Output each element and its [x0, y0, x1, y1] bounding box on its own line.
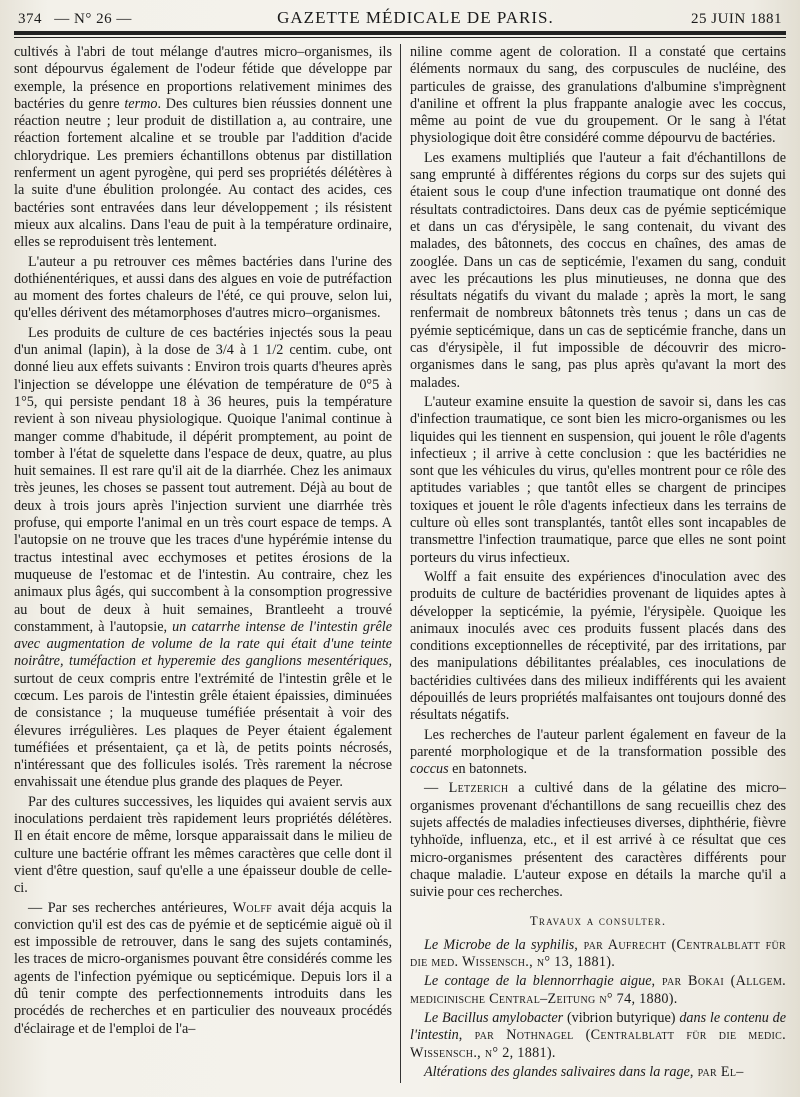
page-header: [14, 8, 786, 31]
paragraph: L'auteur a pu retrouver ces mêmes bactéries dans l'urine des dothiénentériques, et aussi dans des algues en voie de putréfaction au moment des fortes chaleurs de l'été, ce qui prouve, selon lui, qu'elles dérivent des métamorphoses d'autres micro–organismes.: [14, 253, 392, 322]
header-rule-thick: [14, 31, 786, 35]
paragraph: cultivés à l'abri de tout mélange d'autres micro–organismes, ils sont dépourvus également de l'odeur fétide que développe par exemple, la présence en proportions relativement minimes des bactéries du genre termo. Des cultures bien réussies donnent une réaction neutre ; leur produit de distillation a, au contraire, une réaction fortement alcaline et se trouble par l'addition d'acide chlorydrique. Les premiers échantillons obtenus par distillation renferment un agent pyrogène, qui perd ses propriétés délétères à la suite d'une ébulition prolongée. Au contact des acides, ces bactéries sont entravées dans leur développement ; ils résistent mieux aux alcalins. Dans l'eau de puit à la température ordinaire, elles se reproduisent très lentement.: [14, 44, 393, 251]
paragraph: Par des cultures successives, les liquides qui avaient servis aux inoculations perdaient très rapidement leurs propriétés délétères. Il en était encore de même, lorsque apparaissait dans le milieu de culture une bactérie offrant les mêmes caractères que celle dont il vient d'être question, sauf qu'elle a une épaisseur double de celle-ci.: [14, 793, 392, 897]
journal-title: GAZETTE MÉDICALE DE PARIS.: [277, 8, 554, 27]
reference-item: Le contage de la blennorrhagie aigue, par Bokai (Allgem. medicinische Central–Zeitung n° 74, 1880).: [410, 973, 786, 1007]
paragraph: Wolff a fait ensuite des expériences d'inoculation avec des produits de culture de bactéridies provenant de liquides aptes à développer la septicémie, la pyémie, l'érysipèle. Quoique les animaux inoculés avec ces produits fussent placés dans des conditions exceptionnelles de réceptivité, par des irritations, par des manipulations débilitantes préalables, ces inoculations de bactéridies cultivées dans des milieux indifférents qui les avaient dépouillés de leurs propriétés malfaisantes ont toujours donné des résultats négatifs.: [410, 568, 786, 724]
paragraph: Les examens multipliés que l'auteur a fait d'échantillons de sang emprunté à différentes régions du corps sur des sujets qui étaient sous le coup d'une infection traumatique ont donné des résultats contradictoires. Dans deux cas de pyémie septicémique et dans un cas d'érysipèle, le sang contenait, du vivant des malades, des bâtonnets, des coccus en chaînes, des amas de zooglée. Dans un cas de septicémie, l'examen du sang, conduit avec les précautions les plus minutieuses, ne donna que des résultats négatifs du vivant du malade ; après la mort, le sang renfermait de nombreux bâtonnets très tenus ; dans un cas de pyémie septicémique, dans un cas de septicémie franche, dans un cas d'érysipèle, il fut impossible de découvrir des micro-organismes dans le sang, pas plus après qu'avant la mort des malades.: [410, 149, 786, 391]
paragraph: L'auteur examine ensuite la question de savoir si, dans les cas d'infection traumatique, ce sont bien les micro-organismes ou les liquides qui les tiennent en suspension, qui jouent le rôle d'agents infectieux ; il arrive à cette conclusion : que les bactéridies ne sont que les véhicules du virus, qu'elles montrent pour ce rôle des aptitudes variables ; que tantôt elles se chargent de principes toxiques et jouent le rôle d'agents infectieux dans les terrains de culture où elles sont transplantés, tantôt elles sont incapables de transmettre l'infection traumatique, parce que elles ne sont point porteurs du virus infectieux.: [410, 393, 786, 566]
references-heading: Travaux a consulter.: [529, 912, 667, 928]
paragraph: niline comme agent de coloration. Il a constaté que certains éléments normaux du sang, des corpuscules de nucléine, des particules de graisse, des granulations d'albumine s'imprègnent d'aniline et offrent la plus frappante analogie avec les coccus, même au point de vue du groupement. Or le sang à l'état physiologique doit être considéré comme dépourvu de bactéries.: [410, 44, 786, 147]
right-column: [400, 44, 786, 1083]
header-left: [18, 11, 140, 28]
page-number: 374: [18, 11, 42, 27]
reference-item: Le Bacillus amylobacter (vibrion butyrique) dans le contenu de l'intestin, par Nothnagel (Centralblatt für die medic. Wissensch., n° 2, 1881).: [410, 1010, 787, 1061]
header-rule-thin: [14, 37, 786, 38]
paragraph: Les produits de culture de ces bactéries injectés sous la peau d'un animal (lapin), à la dose de 3/4 à 1 1/2 centim. cube, ont donné lieu aux effets suivants : Environ trois quarts d'heures après l'injection se développe une élévation de température de 0°5 à 1°5, qui persiste pendant 18 à 36 heures, puis la température revient à son niveau physiologique. Quoique l'animal continue à manger comme d'habitude, il dépérit promptement, au point de tomber à l'état de squelette dans l'espace de deux, quatre, au plus huit semaines. Il est rare qu'il ait de la diarrhée. Chez les animaux très jeunes, les choses se passent tout autrement. Déjà au bout de deux à trois jours après l'injection survient une diarrhée très profuse, qui emporte l'animal en un très court espace de temps. A l'autopsie on ne trouve que les traces d'une hypérémie intense du tractus intestinal avec ecchymoses et petites érosions de la muqueuse de l'estomac et de l'intestin. Au contraire, chez les animaux plus âgés, qui succombent à la consomption progressive au bout de deux à huit semaines, Brantleeht a trouvé constamment, à l'autopsie, un catarrhe intense de l'intestin grêle avec augmentation de volume de la rate qui était d'une teinte noirâtre, tuméfaction et hyperemie des ganglions mesentériques, surtout de ceux compris entre l'extrémité de l'intestin grêle et le cœcum. Les parois de l'intestin grêle étaient épaissies, diminuées de consistance ; la muqueuse tuméfiée présentait à voir des élevures irrégulières. Les plaques de Peyer étaient également tuméfiées et présentaient, ça et là, de petits points nécrosés, n'intéressant que des follicules isolés. Très rarement la nécrose envahissait une étendue plus grande des plaques de Peyer.: [14, 324, 392, 791]
article-columns: [14, 44, 786, 1083]
reference-item: Le Microbe de la syphilis, par Aufrecht (Centralblatt für die med. Wissensch., n° 13, 1881).: [410, 936, 786, 971]
paragraph: — Letzerich a cultivé dans de la gélatine des micro–organismes provenant d'échantillons de sang recueillis chez des sujets affectés de maladies infectieuses diverses, diphthérie, fièvre tyhhoïde, influenza, etc., et il est arrivé à ce résultat que ces micro-organismes présentent des caractères différents pour chaque maladie. L'auteur expose en détails la marche qu'il a suivie pour ces recherches.: [410, 780, 787, 901]
reference-item: Altérations des glandes salivaires dans la rage, par El–: [424, 1063, 744, 1080]
paragraph: Les recherches de l'auteur parlent également en faveur de la parenté morphologique et de la transformation possible des coccus en batonnets.: [410, 726, 786, 778]
issue-number: — N° 26 —: [54, 11, 132, 27]
left-column: [14, 44, 400, 1083]
paragraph: — Par ses recherches antérieures, Wolff avait déja acquis la conviction qu'il est des cas de pyémie et de septicémie aiguë où il est impossible de retrouver, dans le sang des sujets contaminés, les traces de micro-organismes pouvant être considérés comme les agents de l'infection pyémique ou septicémique. Depuis lors il a dû tenir compte des perfectionnements introduits dans les procédés de recherches et en particulier des nouveaux procédés d'éclairage et de l'emploi de l'a–: [14, 899, 393, 1037]
issue-date: 25 JUIN 1881: [691, 11, 782, 27]
